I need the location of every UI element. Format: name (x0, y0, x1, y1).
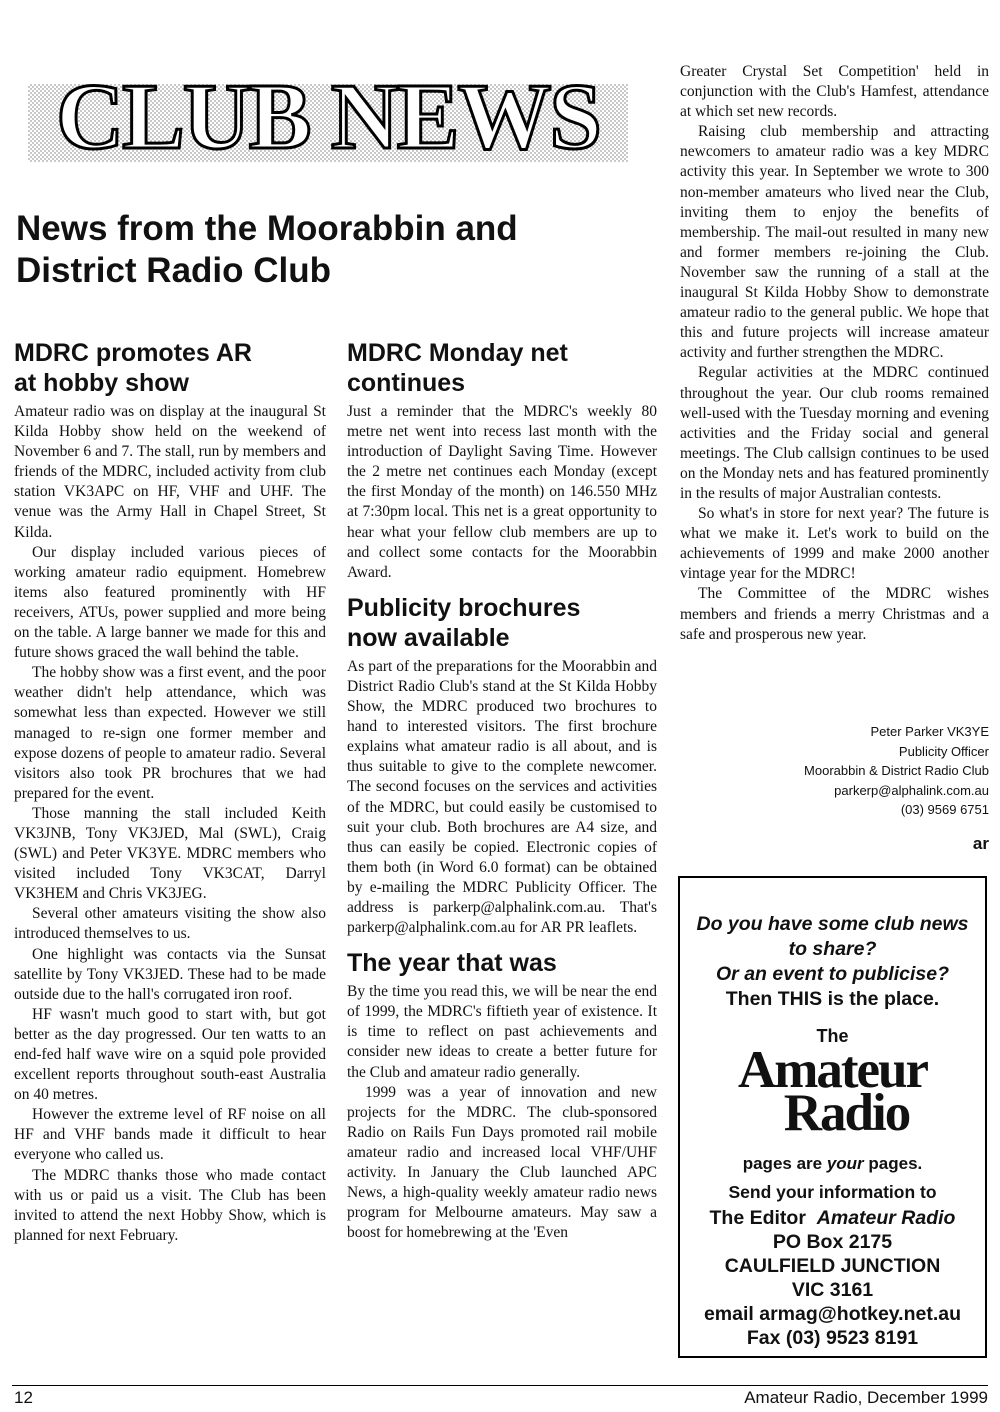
promo-the: The (816, 1026, 849, 1046)
heading-line-2: now available (347, 623, 510, 652)
paragraph: As part of the preparations for the Moorabbin and District Radio Club's stand at the St Kilda Hobby Show, the MDRC produced two brochures to hand to interested visitors. The first brochure explains what amateur radio is all about, and is thus suitable to give to the complete newcomer. The second focuses on the services and activities of the MDRC, but could easily be customised to suit your club. Both brochures are A4 size, and thus can easily be copied. Electronic copies of them both (in Word 6.0 format) can be obtained by e-mailing the MDRC Publicity Officer. The address is parkerp@alphalink.com.au. That's parkerp@alphalink.com.au for AR PR leaflets. (347, 657, 657, 937)
promo-editor (680, 1206, 985, 1230)
paragraph: By the time you read this, we will be near the end of 1999, the MDRC's fiftieth year of existence. It is time to reflect on past achievements and consider new ideas to create a better future for the Club and amateur radio generally. (347, 983, 657, 1081)
paragraph: The Committee of the MDRC wishes members and friends a merry Christmas and a safe and prosperous new year. (680, 585, 989, 643)
amateur-radio-logo-amateur: Amateur (737, 1041, 928, 1099)
promo-city: CAULFIELD JUNCTION (724, 1255, 941, 1277)
heading-line-1: Publicity brochures (347, 593, 581, 622)
club-news-masthead (28, 62, 628, 167)
paragraph: 1999 was a year of innovation and new projects for the MDRC. The club-sponsored Radio on Rails Fun Days promoted rail mobile amateur radio and increased local VHF/UHF activity. In January the Club launched APC News, a high-quality weekly amateur radio news program for Melbourne amateurs. May saw a boost for homebrewing at the 'Even (347, 1083, 657, 1242)
promo-send: Send your information to (728, 1182, 937, 1202)
amateur-radio-logo-radio: Radio (783, 1084, 910, 1142)
paragraph: Those manning the stall included Keith VK3JNB, Tony VK3JED, Mal (SWL), Craig (SWL) and Peter VK3YE. MDRC members who visited included Tony VK3CAT, Darryl VK3HEM and Chris VK3JEG. (14, 804, 326, 903)
promo-question-3: Or an event to publicise? (716, 963, 949, 985)
article-hobby-show (14, 338, 326, 1246)
page-headline (16, 208, 616, 292)
pages-post: pages. (863, 1154, 923, 1173)
page-number: 12 (14, 1388, 33, 1407)
publication-footer: Amateur Radio, December 1999 (744, 1388, 988, 1407)
pages-pre: pages are (742, 1154, 827, 1173)
heading-line-1: MDRC promotes AR (14, 339, 252, 367)
headline-line-1: News from the Moorabbin and (16, 209, 518, 248)
headline-line-2: District Radio Club (16, 251, 332, 290)
column-three (680, 62, 989, 645)
paragraph: One highlight was contacts via the Sunsat satellite by Tony VK3JED. These had to be made outside due to the hall's corrugated iron roof. (14, 945, 326, 1003)
heading-line-2: continues (347, 369, 466, 397)
heading-line-1: MDRC Monday net (347, 339, 568, 367)
article-heading-monday-net (347, 338, 657, 398)
article-heading-year: The year that was (347, 949, 557, 978)
author-email: parkerp@alphalink.com.au (834, 782, 989, 798)
promo-question-2: to share? (788, 938, 877, 960)
paragraph: Just a reminder that the MDRC's weekly 80 metre net went into recess last month with the introduction of Daylight Saving Time. However the 2 metre net continues each Monday (except the first Monday of the month) on 146.550 MHz at 7:30pm local. This net is a great opportunity to hear what your fellow club members are up to and collect some contacts for the Moorabbin Award. (347, 403, 657, 581)
pages-emphasis: your (826, 1154, 864, 1173)
paragraph: The hobby show was a first event, and the poor weather didn't help attendance, which was somewhat less than expected. However we still managed to re-sign one former member and expose dozens of people to amateur radio. Several visitors also took PR brochures that we had prepared for the event. (14, 664, 326, 802)
promo-box (678, 876, 987, 1358)
paragraph: Several other amateurs visiting the show also introduced themselves to us. (14, 905, 326, 943)
paragraph: Amateur radio was on display at the inaugural St Kilda Hobby show held on the weekend of November 6 and 7. The stall, run by members and friends of the MDRC, included activity from club station VK3APC on HF, VHF and UHF. The venue was the Army Hall in Chapel Street, St Kilda. (14, 403, 326, 541)
author-role: Publicity Officer (898, 743, 989, 759)
promo-question-1: Do you have some club news (696, 913, 969, 935)
footer-divider (12, 1385, 988, 1386)
promo-pages-line (680, 1153, 985, 1175)
promo-po-box: PO Box 2175 (772, 1231, 893, 1253)
masthead-title: CLUB NEWS (56, 65, 600, 167)
promo-state: VIC 3161 (791, 1279, 874, 1301)
end-mark: ar (972, 834, 989, 853)
paragraph: The MDRC thanks those who made contact with us or paid us a visit. The Club has been invited to attend the next Hobby Show, which is planned for next February. (14, 1166, 326, 1244)
promo-email: email armag@hotkey.net.au (703, 1303, 962, 1325)
paragraph: So what's in store for next year? The future is what we make it. Let's work to build on the achievements of 1999 and make 2000 another vintage year for the MDRC! (680, 505, 989, 583)
article-heading (14, 338, 326, 398)
paragraph: Regular activities at the MDRC continued throughout the year. Our club rooms remained well-used with the Tuesday morning and evening activities and the Friday social and general meetings. The Club callsign continues to be used on the Monday nets and has featured prominently in the results of major Australian contests. (680, 364, 989, 502)
editor-label: The Editor (709, 1207, 806, 1229)
column-two (347, 338, 657, 1243)
paragraph: Greater Crystal Set Competition' held in conjunction with the Club's Hamfest, attendance at which set new records. (680, 63, 989, 121)
editor-publication: Amateur Radio (816, 1207, 956, 1229)
paragraph: HF wasn't much good to start with, but got better as the day progressed. Our ten watts to an end-fed half wave wire on a squid pole provided excellent reports throughout south-east Australia on 40 metres. (14, 1005, 326, 1104)
paragraph: Our display included various pieces of working amateur radio equipment. Homebrew items also featured prominently with HF receivers, ATUs, power supplied and more being on the table. A large banner we made for this and future shows graced the wall behind the table. (14, 543, 326, 662)
promo-fax: Fax (03) 9523 8191 (746, 1327, 919, 1349)
author-signature (700, 722, 989, 820)
paragraph: However the extreme level of RF noise on all HF and VHF bands made it difficult to hear everyone who called us. (14, 1106, 326, 1164)
author-name: Peter Parker VK3YE (870, 724, 989, 739)
author-phone: (03) 9569 6751 (900, 802, 989, 817)
promo-tagline: Then THIS is the place. (725, 988, 940, 1010)
article-heading-brochures (347, 593, 657, 653)
author-org: Moorabbin & District Radio Club (804, 763, 989, 778)
heading-line-2: at hobby show (14, 369, 189, 397)
paragraph: Raising club membership and attracting newcomers to amateur radio was a key MDRC activity this year. In September we wrote to 300 non-member amateurs who lived near the Club, inviting them to enjoy the benefits of membership. The mail-out resulted in many new and former members re-joining the Club. November saw the running of a stall at the inaugural St Kilda Hobby Show to demonstrate amateur radio to the general public. We hope that this and future projects will increase amateur activity and further strengthen the MDRC. (680, 123, 989, 362)
